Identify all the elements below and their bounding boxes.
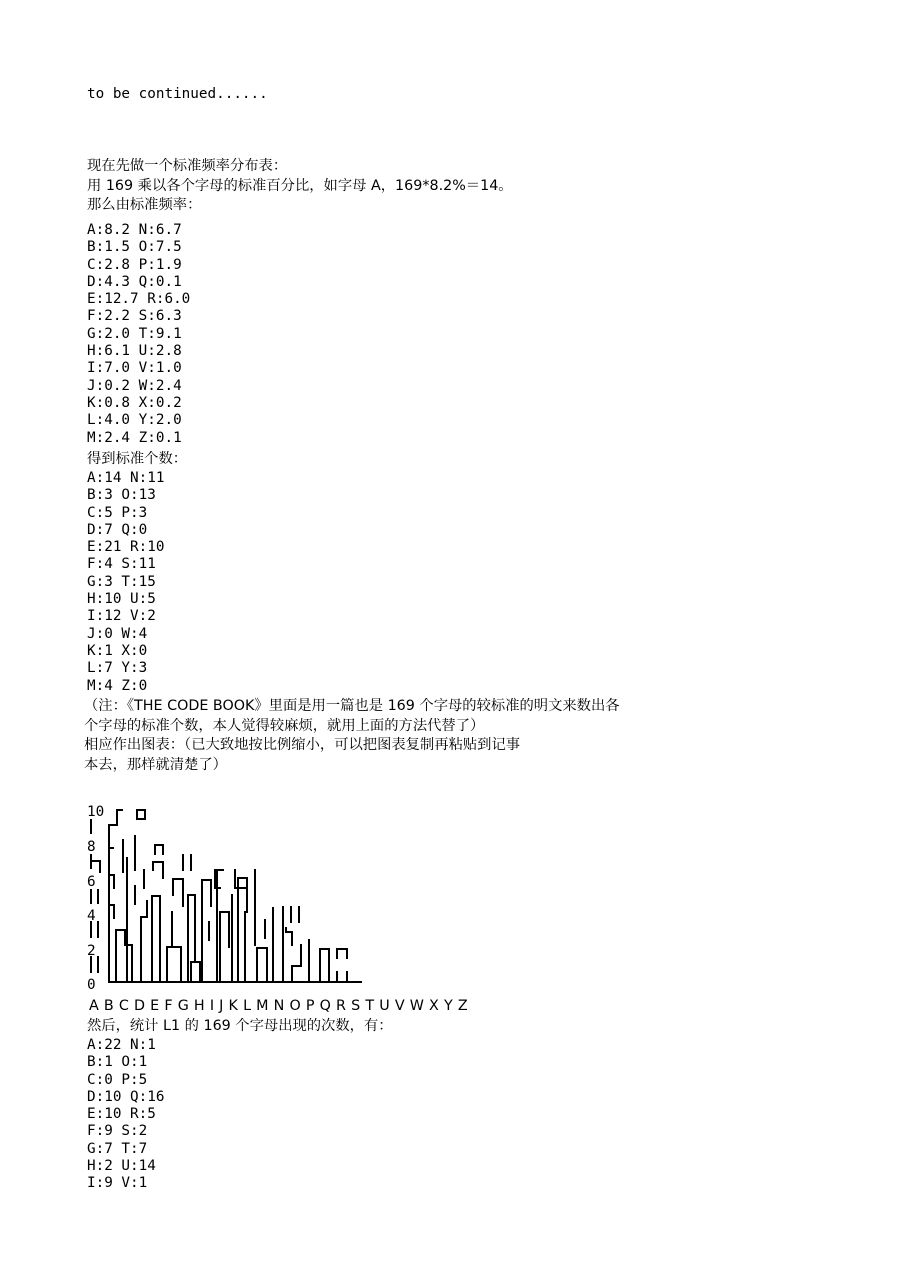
frequency-row: B:1.5 O:7.5: [87, 239, 182, 256]
intro-paragraph: [87, 157, 513, 216]
note-line: 本去，那样就清楚了）: [84, 757, 227, 774]
l1-count-list: [87, 1037, 164, 1193]
l1-count-row: A:22 N:1: [87, 1037, 156, 1053]
intro-line: 现在先做一个标准频率分布表：: [87, 158, 288, 174]
count-row: M:4 Z:0: [87, 677, 148, 694]
count-row: J:0 W:4: [87, 625, 148, 642]
count-row: F:4 S:11: [87, 556, 156, 573]
frequency-row: F:2.2 S:6.3: [87, 308, 182, 325]
axis-label: 4: [87, 908, 96, 924]
l1-count-row: G:7 T:7: [87, 1140, 148, 1157]
axis-label: 10: [87, 804, 105, 820]
frequency-row: L:4.0 Y:2.0: [87, 412, 182, 429]
count-row: L:7 Y:3: [87, 660, 148, 677]
count-row: E:21 R:10: [87, 539, 165, 556]
l1-heading: 然后，统计 L1 的 169 个字母出现的次数，有：: [87, 1018, 393, 1034]
frequency-row: D:4.3 Q:0.1: [87, 273, 182, 290]
to-be-continued-text: to be continued......: [87, 86, 268, 102]
count-row: G:3 T:15: [87, 573, 156, 590]
frequency-row: E:12.7 R:6.0: [87, 291, 191, 308]
note-line: （注：《THE CODE BOOK》里面是用一篇也是 169 个字母的较标准的明文来数出各: [84, 698, 620, 714]
l1-count-row: H:2 U:14: [87, 1158, 156, 1175]
count-row: K:1 X:0: [87, 642, 148, 659]
frequency-row: J:0.2 W:2.4: [87, 377, 182, 394]
l1-count-row: C:0 P:5: [87, 1071, 148, 1088]
ascii-frequency-chart: [87, 800, 387, 994]
intro-line: 用 169 乘以各个字母的标准百分比，如字母 A，169*8.2%＝14。: [87, 177, 513, 194]
axis-label: 0: [87, 977, 96, 993]
l1-count-row: B:1 O:1: [87, 1054, 148, 1071]
frequency-row: A:8.2 N:6.7: [87, 222, 182, 238]
l1-count-row: F:9 S:2: [87, 1123, 148, 1140]
frequency-row: G:2.0 T:9.1: [87, 325, 182, 342]
axis-label: 2: [87, 943, 96, 959]
count-row: H:10 U:5: [87, 591, 156, 608]
count-row: D:7 Q:0: [87, 521, 148, 538]
frequency-row: M:2.4 Z:0.1: [87, 429, 182, 446]
standard-frequency-list: [87, 222, 190, 447]
chart-letter-row: A B C D E F G H I J K L M N O P Q R S T U V W X Y Z: [89, 998, 468, 1014]
count-row: A:14 N:11: [87, 470, 165, 486]
chart-strokes: [91, 810, 361, 982]
count-row: B:3 O:13: [87, 487, 156, 504]
l1-count-row: E:10 R:5: [87, 1106, 156, 1123]
count-heading: 得到标准个数：: [87, 451, 188, 467]
frequency-row: C:2.8 P:1.9: [87, 256, 182, 273]
axis-label: 8: [87, 839, 96, 855]
intro-line: 那么由标准频率：: [87, 197, 202, 214]
axis-label: 6: [87, 874, 96, 890]
count-row: C:5 P:3: [87, 504, 148, 521]
frequency-row: K:0.8 X:0.2: [87, 394, 182, 411]
frequency-row: H:6.1 U:2.8: [87, 343, 182, 360]
frequency-row: I:7.0 V:1.0: [87, 360, 182, 377]
note-paragraph: [84, 697, 620, 776]
count-row: I:12 V:2: [87, 608, 156, 625]
note-line: 相应作出图表：（已大致地按比例缩小，可以把图表复制再粘贴到记事: [84, 737, 521, 754]
standard-count-list: [87, 470, 164, 695]
note-line: 个字母的标准个数，本人觉得较麻烦，就用上面的方法代替了）: [84, 717, 485, 734]
l1-count-row: I:9 V:1: [87, 1175, 148, 1192]
l1-count-row: D:10 Q:16: [87, 1088, 165, 1105]
